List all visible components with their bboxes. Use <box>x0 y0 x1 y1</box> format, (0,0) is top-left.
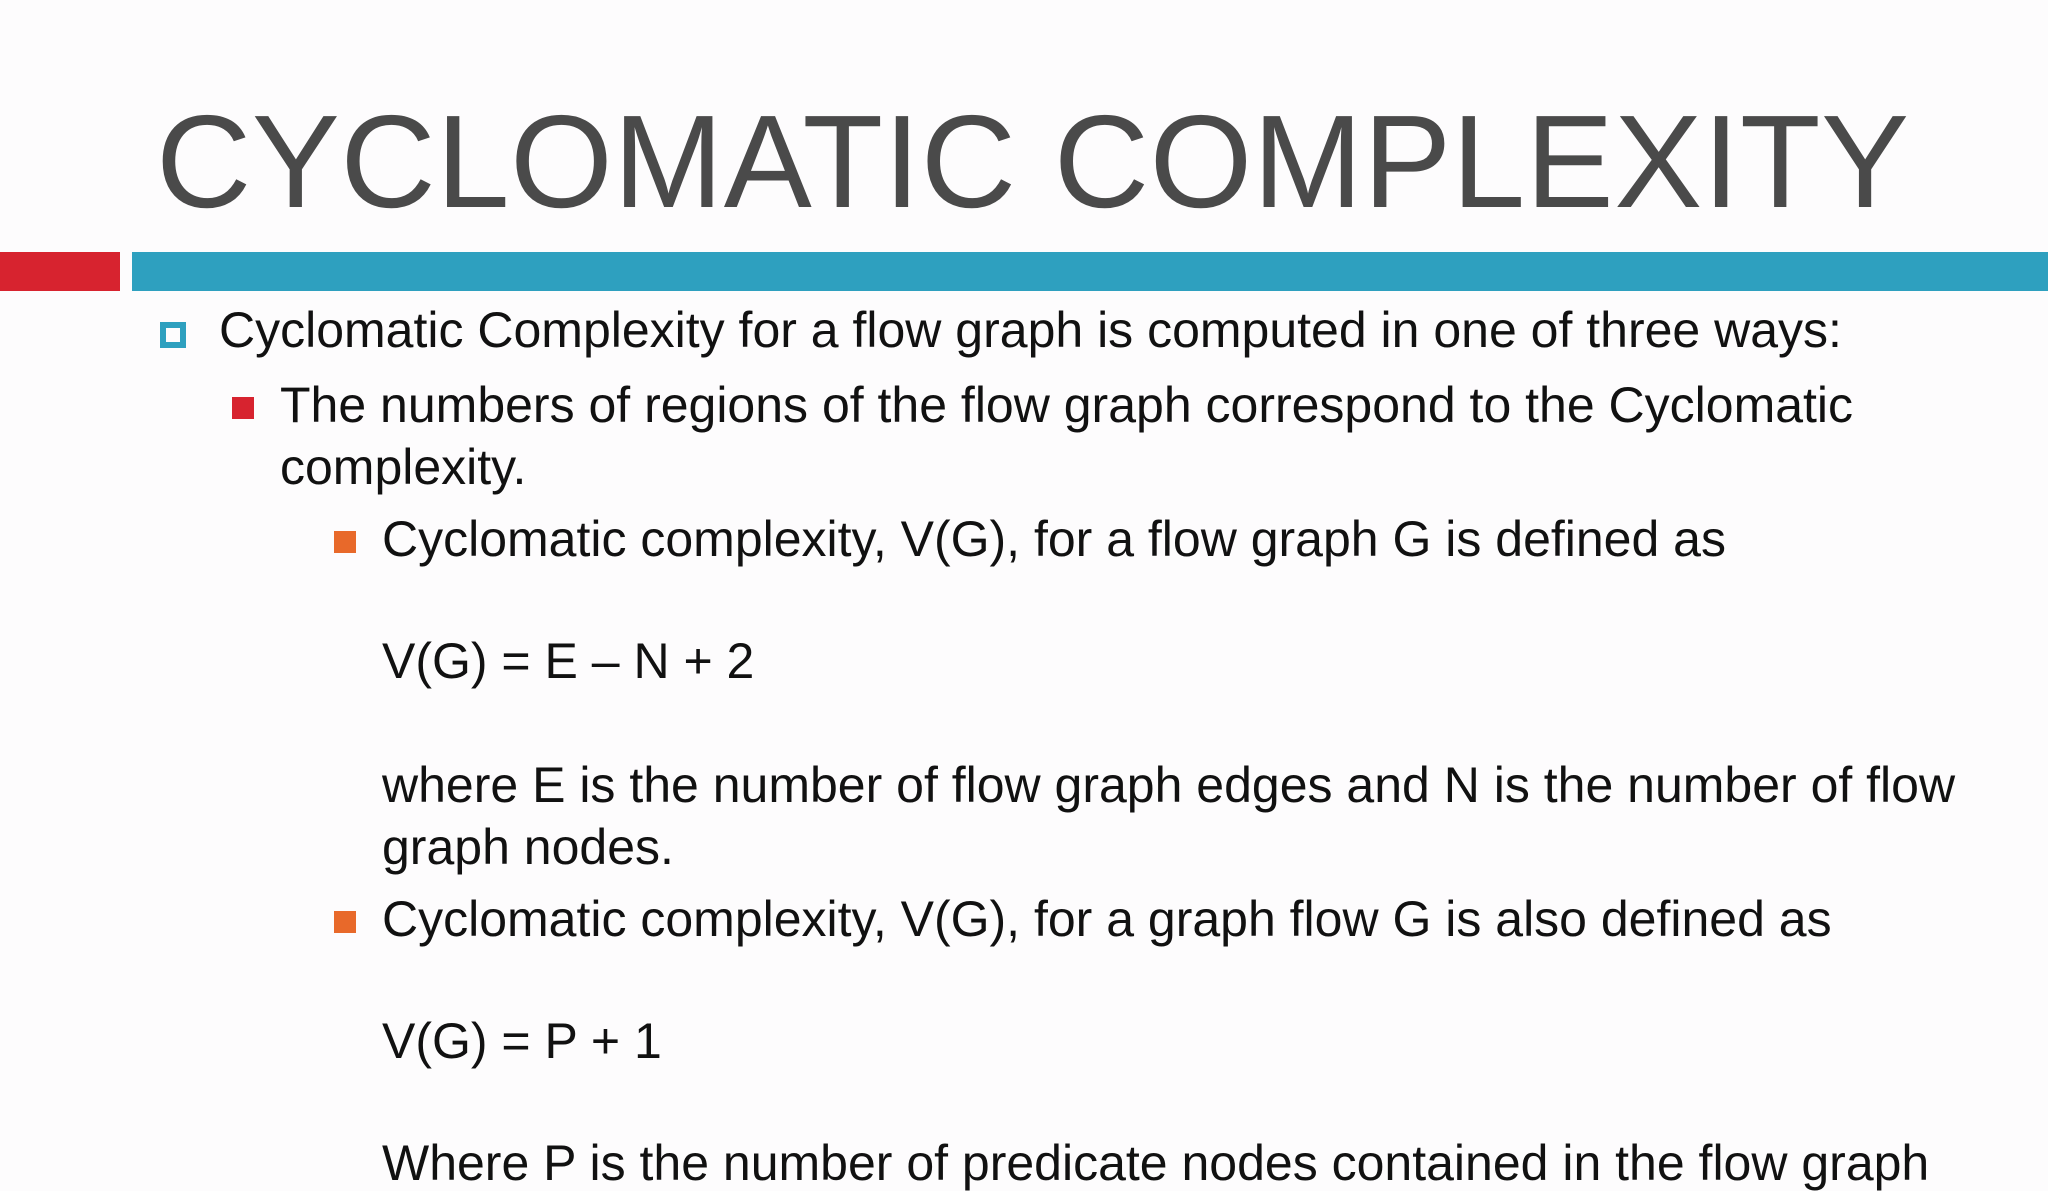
bullet-level1-text: Cyclomatic Complexity for a flow graph is computed in one of three ways: <box>219 302 1842 358</box>
slide-title: CYCLOMATIC COMPLEXITY <box>156 88 1910 235</box>
where-line2: graph nodes. <box>382 819 674 875</box>
bullet-level2-line1: The numbers of regions of the flow graph correspond to the Cyclomatic <box>280 377 1854 433</box>
formula-e-n: V(G) = E – N + 2 <box>382 633 755 689</box>
square-bullet-icon <box>334 531 356 553</box>
square-bullet-icon <box>232 397 254 419</box>
hollow-square-icon <box>160 322 186 348</box>
bullet-level2-line2: complexity. <box>280 439 527 495</box>
accent-bar-red <box>0 252 120 291</box>
accent-bar-blue <box>132 252 2048 291</box>
where-p-line-partial: Where P is the number of predicate nodes contained in the flow graph <box>382 1135 1930 1191</box>
bullet-level3-second-text: Cyclomatic complexity, V(G), for a graph flow G is also defined as <box>382 891 1832 947</box>
square-bullet-icon <box>334 911 356 933</box>
formula-p-plus-1: V(G) = P + 1 <box>382 1013 662 1069</box>
bullet-level3-first-text: Cyclomatic complexity, V(G), for a flow graph G is defined as <box>382 511 1726 567</box>
where-line1: where E is the number of flow graph edges and N is the number of flow <box>382 757 1956 813</box>
